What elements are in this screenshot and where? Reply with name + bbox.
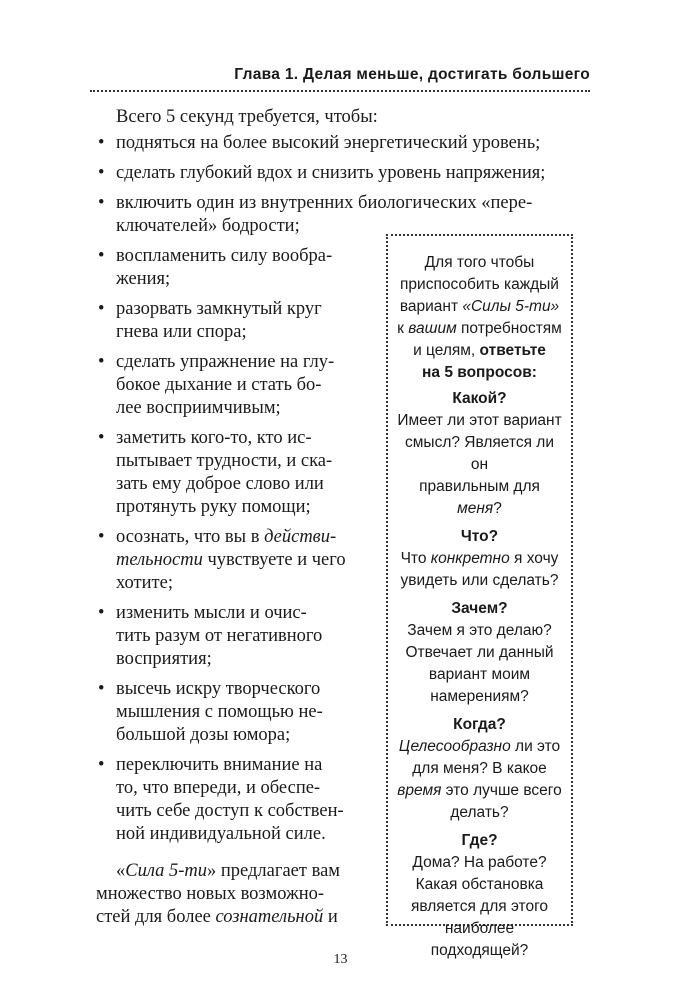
sidebar-line: Дома? На работе? [412, 854, 547, 871]
list-item [96, 245, 361, 291]
paragraph-line: стей для более сознательной и [96, 907, 338, 927]
list-item-text: высечь искру творческого [116, 679, 321, 699]
list-item-text: воспламенить силу вообра- [116, 246, 333, 266]
list-item-text: восприятия; [116, 649, 212, 669]
sidebar-line: Имеет ли этот вариант [397, 412, 562, 429]
bullet-list-column [96, 245, 361, 846]
list-item-text: разорвать замкнутый круг [116, 299, 322, 319]
sidebar-line: Какая обстановка [415, 876, 544, 893]
list-item [96, 678, 361, 747]
list-item [96, 526, 361, 595]
list-item-text: осознать, что вы в действи- [116, 527, 337, 547]
bullet-icon: • [98, 193, 105, 213]
questions-sidebar [386, 234, 573, 959]
bullet-icon: • [98, 603, 105, 623]
page-number: 13 [333, 952, 348, 967]
sidebar-line: Для того чтобы [424, 254, 535, 271]
list-item [96, 754, 361, 846]
list-item-text: жения; [116, 269, 171, 289]
list-item-text: тить разум от негативного [116, 626, 323, 646]
sidebar-line: делать? [450, 804, 509, 821]
sidebar-line: Целесообразно ли это [398, 738, 561, 755]
top-wide-block [96, 106, 588, 238]
bullet-icon: • [98, 163, 105, 183]
sidebar-line: намерениям? [430, 688, 529, 705]
bullet-icon: • [98, 352, 105, 372]
list-item-text: изменить мысли и очис- [116, 603, 307, 623]
paragraph-line: «Сила 5-ти» предлагает вам [116, 861, 341, 881]
sidebar-line: для меня? В какое [412, 760, 547, 777]
bullet-icon: • [98, 299, 105, 319]
list-item-text: подняться на более высокий энергетический уровень; [116, 133, 541, 153]
sidebar-line: является для этого [410, 898, 549, 915]
list-item [96, 162, 588, 185]
question-heading: Где? [461, 832, 498, 849]
list-item-text: сделать упражнение на глу- [116, 352, 335, 372]
list-item [96, 192, 588, 238]
bullet-icon: • [98, 527, 105, 547]
sidebar-line: правильным для меня? [419, 478, 540, 517]
question-heading: Зачем? [451, 600, 508, 617]
sidebar-line: вариант «Силы 5-ти» [399, 298, 560, 315]
paragraph-line: множество новых возможно- [96, 884, 325, 904]
question-heading: Что? [460, 528, 499, 545]
sidebar-line: Что конкретно я хочу [400, 550, 559, 567]
sidebar-line: Отвечает ли данный [405, 644, 554, 661]
sidebar-line: к вашим потребностям [397, 320, 562, 337]
list-item-text: большой дозы юмора; [116, 725, 291, 745]
bullet-icon: • [98, 755, 105, 775]
running-header: Глава 1. Делая меньше, достигать большего [234, 66, 590, 83]
bullet-icon: • [98, 246, 105, 266]
sidebar-line: и целям, ответьте [413, 342, 546, 359]
list-item-text: протянуть руку помощи; [116, 497, 311, 517]
list-item-text: сделать глубокий вдох и снизить уровень напряжения; [116, 163, 546, 183]
list-item-text: ной индивидуальной силе. [116, 824, 326, 844]
sidebar-line: время это лучше всего [397, 782, 562, 799]
list-item [96, 427, 361, 519]
intro-sentence: Всего 5 секунд требуется, чтобы: [116, 107, 378, 127]
bullet-icon: • [98, 133, 105, 153]
sidebar-line: Зачем я это делаю? [407, 622, 552, 639]
list-item-text: то, что впереди, и обеспе- [116, 778, 321, 798]
list-item [96, 132, 588, 155]
question-heading: Какой? [452, 390, 507, 407]
bullet-icon: • [98, 428, 105, 448]
question-heading: Когда? [453, 716, 506, 733]
list-item-text: бокое дыхание и стать бо- [116, 375, 322, 395]
list-item-text: гнева или спора; [116, 322, 247, 342]
list-item-text: мышления с помощью не- [116, 702, 323, 722]
sidebar-line: увидеть или сделать? [400, 572, 559, 589]
sidebar-line: смысл? Является ли он [405, 434, 554, 473]
bullet-icon: • [98, 679, 105, 699]
list-item-text: чить себе доступ к собствен- [116, 801, 344, 821]
closing-paragraph [96, 860, 361, 929]
sidebar-line: приспособить каждый [400, 276, 559, 293]
sidebar-line: на 5 вопросов: [422, 364, 537, 381]
list-item [96, 602, 361, 671]
list-item-text: лее восприимчивым; [116, 398, 281, 418]
list-item-text: пытывает трудности, и ска- [116, 451, 333, 471]
list-item-text: тельности чувствуете и чего [116, 550, 346, 570]
list-item-text: хотите; [116, 573, 173, 593]
bullet-list-top [96, 132, 588, 238]
list-item-text: включить один из внутренних биологических «пере- [116, 193, 533, 213]
list-item [96, 351, 361, 420]
list-item-text: переключить внимание на [116, 755, 323, 775]
list-item-text: зать ему доброе слово или [116, 474, 324, 494]
sidebar-line: вариант моим [428, 666, 531, 683]
list-item-text: заметить кого-то, кто ис- [116, 428, 312, 448]
header-dotted-rule [90, 90, 590, 92]
list-item-text: ключателей» бодрости; [116, 216, 300, 236]
list-item [96, 298, 361, 344]
sidebar-line: наиболее подходящей? [430, 920, 529, 959]
